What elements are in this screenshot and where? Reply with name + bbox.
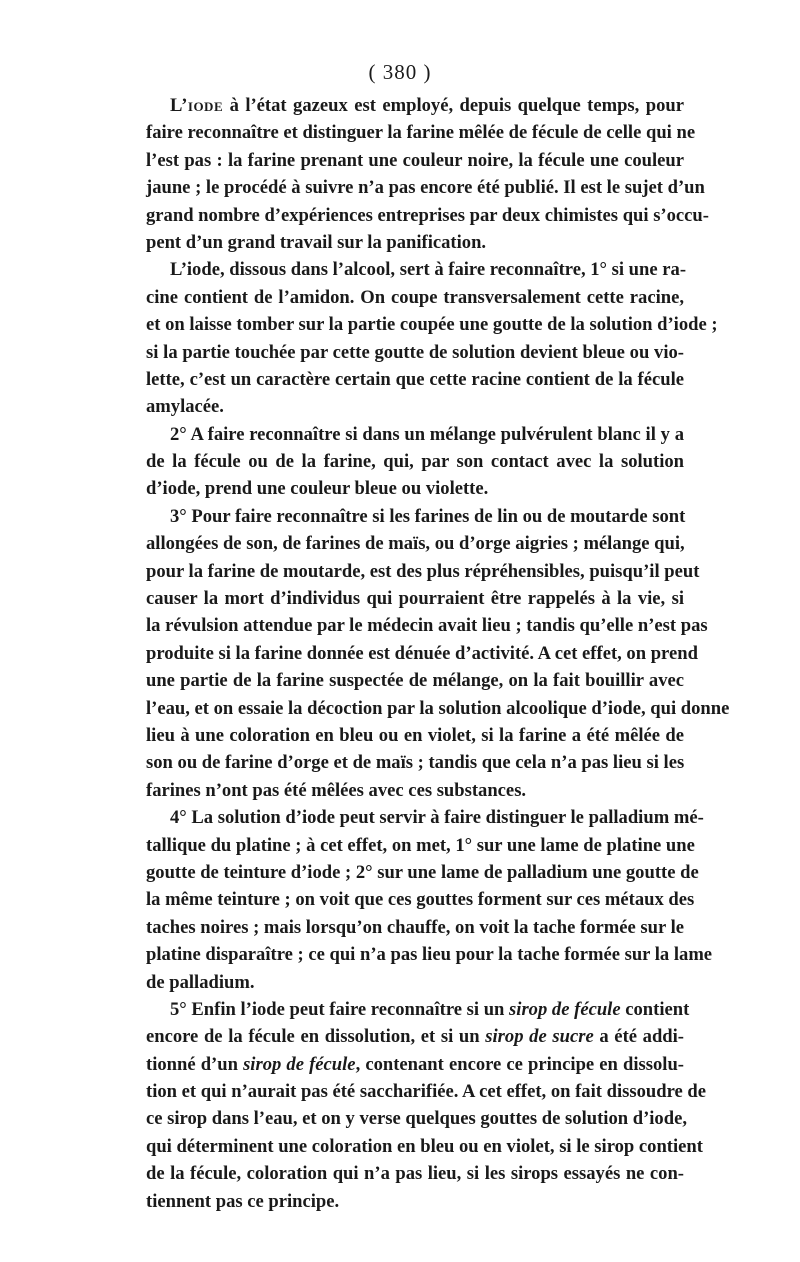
text-line: [146, 530, 684, 557]
text-line: [146, 585, 684, 612]
text-fragment: ce sirop dans l’eau, et on y verse quelques gouttes de solution d’iode,: [146, 1108, 687, 1130]
text-line: [146, 229, 684, 256]
text-line: [146, 1133, 703, 1160]
text-fragment: lieu à une coloration en bleu ou en violet, si la farine a été mêlée de: [146, 724, 684, 746]
page-number: ( 380 ): [368, 60, 432, 84]
text-fragment: la révulsion attendue par le médecin avait lieu ; tandis qu’elle n’est pas: [146, 615, 708, 637]
text-fragment: grand nombre d’expériences entreprises par deux chimistes qui s’occu-: [146, 204, 709, 226]
small-caps-term: L’iode: [170, 95, 224, 116]
text-line: [146, 941, 713, 968]
text-line: [146, 695, 730, 722]
text-line: [146, 777, 684, 804]
text-fragment: de palladium.: [146, 971, 255, 993]
text-fragment: tionné d’un: [146, 1053, 244, 1075]
text-line: [146, 804, 704, 831]
text-line: [146, 311, 718, 338]
text-fragment: encore de la fécule en dissolution, et si un: [146, 1026, 486, 1048]
text-fragment: amylacée.: [146, 396, 224, 418]
italic-term: sirop de fécule: [509, 998, 621, 1020]
italic-term: sirop de sucre: [485, 1026, 594, 1048]
text-fragment: goutte de teinture d’iode ; 2° sur une lame de palladium une goutte de: [146, 861, 699, 883]
text-line: [146, 366, 684, 393]
text-fragment: platine disparaître ; ce qui n’a pas lieu pour la tache formée sur la lame: [146, 944, 713, 966]
text-line: [146, 1105, 687, 1132]
text-line: [146, 969, 684, 996]
text-line: [146, 612, 708, 639]
text-line: [146, 503, 684, 530]
text-fragment: taches noires ; mais lorsqu’on chauffe, on voit la tache formée sur le: [146, 916, 684, 938]
text-fragment: contient: [620, 998, 690, 1020]
text-fragment: cine contient de l’amidon. On coupe transversalement cette racine,: [146, 286, 684, 308]
text-fragment: la même teinture ; on voit que ces gouttes forment sur ces métaux des: [146, 889, 695, 911]
text-line: [146, 256, 687, 283]
text-line: [146, 667, 684, 694]
text-line: [146, 1051, 684, 1078]
text-line: [146, 421, 684, 448]
text-fragment: allongées de son, de farines de maïs, ou d’orge aigries ; mélange qui,: [146, 533, 685, 555]
text-fragment: si la partie touchée par cette goutte de solution devient bleue ou vio-: [146, 341, 684, 363]
text-fragment: de la fécule, coloration qui n’a pas lieu, si les sirops essayés ne con-: [146, 1163, 684, 1185]
text-line: [146, 339, 684, 366]
text-fragment: l’eau, et on essaie la décoction par la solution alcoolique d’iode, qui donne: [146, 697, 730, 719]
text-fragment: tion et qui n’aurait pas été saccharifiée. A cet effet, on fait dissoudre de: [146, 1081, 706, 1103]
text-fragment: et on laisse tomber sur la partie coupée une goutte de la solution d’iode ;: [146, 314, 718, 336]
text-line: [146, 174, 705, 201]
body-text: [146, 92, 730, 1215]
text-fragment: qui déterminent une coloration en bleu ou en violet, si le sirop contient: [146, 1135, 703, 1157]
text-line: [146, 1078, 706, 1105]
text-line: [146, 202, 709, 229]
text-line: [146, 640, 698, 667]
text-line: [146, 886, 695, 913]
text-line: [146, 996, 690, 1023]
text-line: [146, 119, 696, 146]
text-line: [146, 558, 700, 585]
text-fragment: une partie de la farine suspectée de mélange, on la fait bouillir avec: [146, 670, 684, 692]
text-fragment: farines n’ont pas été mêlées avec ces substances.: [146, 779, 527, 801]
text-fragment: tiennent pas ce principe.: [146, 1190, 340, 1212]
italic-term: sirop de fécule: [243, 1053, 356, 1075]
text-fragment: , contenant encore ce principe en dissolu-: [355, 1053, 684, 1075]
text-fragment: tallique du platine ; à cet effet, on met, 1° sur une lame de platine une: [146, 834, 695, 856]
text-fragment: produite si la farine donnée est dénuée d’activité. A cet effet, on prend: [146, 642, 698, 664]
text-fragment: causer la mort d’individus qui pourraient être rappelés à la vie, si: [146, 588, 684, 610]
text-line: [146, 284, 684, 311]
text-line: [146, 475, 684, 502]
text-fragment: l’est pas : la farine prenant une couleur noire, la fécule une couleur: [146, 149, 684, 171]
text-fragment: L’iode, dissous dans l’alcool, sert à faire reconnaître, 1° si une ra-: [170, 259, 687, 281]
text-fragment: lette, c’est un caractère certain que cette racine contient de la fécule: [146, 368, 684, 390]
text-fragment: pour la farine de moutarde, est des plus répréhensibles, puisqu’il peut: [146, 560, 700, 582]
text-line: [146, 914, 684, 941]
text-fragment: pent d’un grand travail sur la panification.: [146, 231, 487, 253]
text-line: [146, 147, 684, 174]
text-line: [146, 722, 684, 749]
text-fragment: d’iode, prend une couleur bleue ou violette.: [146, 478, 489, 500]
text-fragment: 3° Pour faire reconnaître si les farines de lin ou de moutarde sont: [170, 505, 686, 527]
text-fragment: son ou de farine d’orge et de maïs ; tandis que cela n’a pas lieu si les: [146, 752, 685, 774]
text-fragment: 2° A faire reconnaître si dans un mélange pulvérulent blanc il y a: [170, 423, 684, 445]
text-line: [146, 92, 684, 119]
text-line: [146, 448, 684, 475]
text-fragment: jaune ; le procédé à suivre n’a pas encore été publié. Il est le sujet d’un: [146, 177, 705, 199]
text-line: [146, 832, 695, 859]
text-line: [146, 859, 699, 886]
text-line: [146, 749, 684, 776]
text-line: [146, 393, 684, 420]
text-fragment: 5° Enfin l’iode peut faire reconnaître si un: [170, 998, 510, 1020]
text-line: [146, 1188, 684, 1215]
text-line: [146, 1160, 684, 1187]
text-fragment: de la fécule ou de la farine, qui, par son contact avec la solution: [146, 451, 684, 473]
text-fragment: 4° La solution d’iode peut servir à faire distinguer le palladium mé-: [170, 807, 704, 829]
text-line: [146, 1023, 684, 1050]
text-fragment: à l’état gazeux est employé, depuis quelque temps, pour: [223, 95, 684, 116]
text-fragment: a été addi-: [593, 1026, 684, 1048]
text-fragment: faire reconnaître et distinguer la farine mêlée de fécule de celle qui ne: [146, 122, 696, 144]
